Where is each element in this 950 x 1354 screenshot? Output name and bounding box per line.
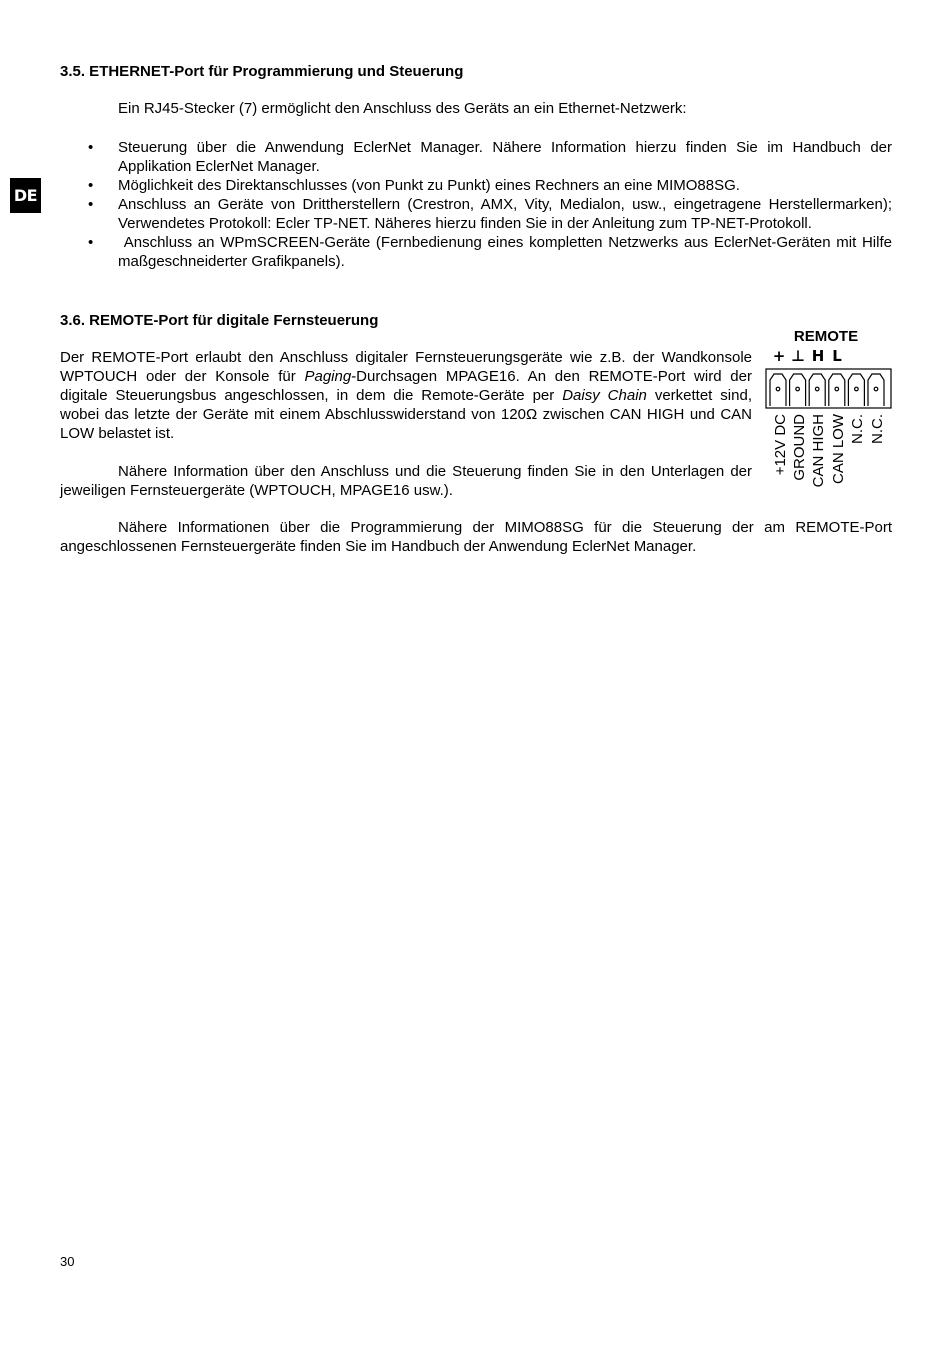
list-item: • Anschluss an Geräte von Drittherstellern (Crestron, AMX, Vity, Medialon, usw., eingetragene Herstellermarken); Verwendetes Protokoll: Ecler TP-NET. Näheres hierzu finden Sie in der Anleitung zum TP-NET-Protokoll. <box>88 196 892 232</box>
pin-outline <box>809 374 825 406</box>
section-3-6-heading: 3.6. REMOTE-Port für digitale Fernsteuerung <box>60 312 379 329</box>
section-3-5-heading: 3.5. ETHERNET-Port für Programmierung und Steuerung <box>60 63 464 80</box>
terminal-pin <box>829 374 845 406</box>
pin-hole <box>874 387 878 391</box>
bullet-icon: • <box>88 234 94 251</box>
pin-hole <box>815 387 819 391</box>
pin-hole <box>835 387 839 391</box>
pin-outline <box>790 374 806 406</box>
pin-outline <box>829 374 845 406</box>
remote-title: REMOTE <box>793 328 859 345</box>
remote-info-paragraph: Nähere Information über den Anschluss und die Steuerung finden Sie in den Unterlagen der jeweiligen Fernsteuergeräte (WPTOUCH, MPAGE16 usw.). <box>60 463 752 499</box>
pin-hole <box>855 387 859 391</box>
bullet-icon: • <box>88 177 94 194</box>
list-item: • Steuerung über die Anwendung EclerNet Manager. Nähere Information hierzu finden Sie im Handbuch der Applikation EclerNet Manager. <box>88 139 892 175</box>
pin-outline <box>848 374 864 406</box>
list-item: • Möglichkeit des Direktanschlusses (von Punkt zu Punkt) eines Rechners an eine MIMO88SG. <box>88 177 740 194</box>
bullet-icon: • <box>88 196 94 213</box>
remote-port-paragraph: Der REMOTE-Port erlaubt den Anschluss digitaler Fernsteuerungsgeräte wie z.B. der Wandkonsole WPTOUCH oder der Konsole für Paging-Durchsagen MPAGE16. An den REMOTE-Port wird der digitale Steuerungsbus angeschlossen, in dem die Remote-Geräte per Daisy Chain verkettet sind, wobei das letzte der Geräte mit einem Abschlusswiderstand von 120Ω zwischen CAN HIGH und CAN LOW belastet ist. <box>60 349 752 442</box>
pin-label-12v: +12V DC <box>772 414 789 476</box>
ground-symbol: ⊥ <box>791 347 805 365</box>
pin-label-nc-1: N.C. <box>849 414 866 444</box>
pin-outline <box>868 374 884 406</box>
bullet-icon: • <box>88 139 94 156</box>
terminal-pin <box>848 374 864 406</box>
pin-label-nc-2: N.C. <box>869 414 886 444</box>
terminal-pin <box>809 374 825 406</box>
pin-label-can-low: CAN LOW <box>830 414 847 485</box>
pin-hole <box>776 387 780 391</box>
terminal-pin <box>868 374 884 406</box>
plus-symbol: + <box>772 347 786 365</box>
terminal-block <box>766 369 891 408</box>
ethernet-feature-list <box>60 138 897 271</box>
high-symbol: H <box>811 347 825 365</box>
programming-info-paragraph: Nähere Informationen über die Programmierung der MIMO88SG für die Steuerung der am REMOTE-Port angeschlossenen Fernsteuergeräte finden Sie im Handbuch der Anwendung EclerNet Manager. <box>60 519 892 555</box>
terminal-pin <box>770 374 786 406</box>
pin-label-can-high: CAN HIGH <box>810 414 827 488</box>
pin-label-ground: GROUND <box>791 414 808 481</box>
language-tab: DE <box>10 178 41 213</box>
low-symbol: L <box>832 347 842 365</box>
pin-hole <box>796 387 800 391</box>
remote-connector-diagram <box>762 324 897 494</box>
page-number: 30 <box>60 1254 75 1269</box>
list-item: • Anschluss an WPmSCREEN-Geräte (Fernbedienung eines kompletten Netzwerks aus EclerNet-Geräten mit Hilfe maßgeschneiderter Grafikpanels). <box>88 234 897 270</box>
pin-outline <box>770 374 786 406</box>
section-3-5-intro: Ein RJ45-Stecker (7) ermöglicht den Anschluss des Geräts an ein Ethernet-Netzwerk: <box>118 100 687 117</box>
terminal-pin <box>790 374 806 406</box>
